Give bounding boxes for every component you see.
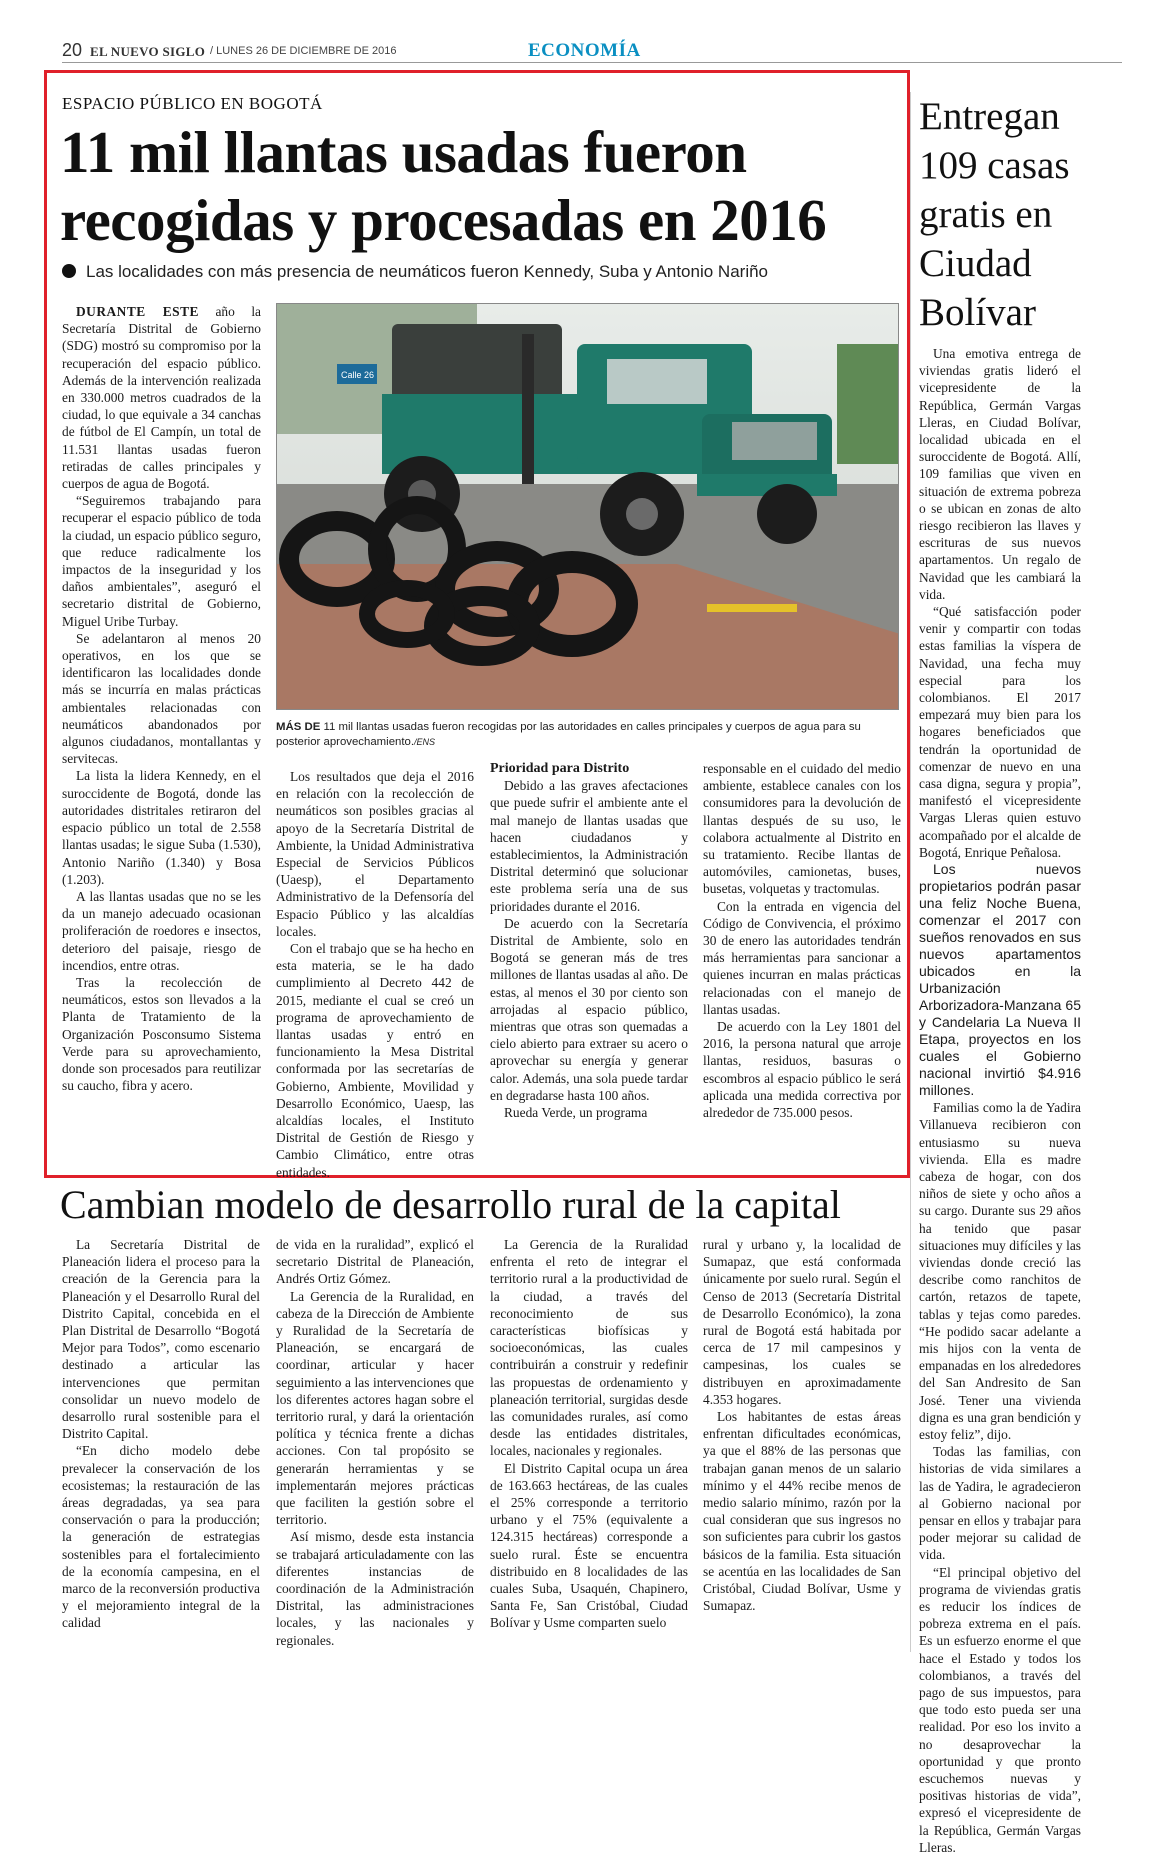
rural-column-3 [490, 1236, 688, 1632]
paragraph: de vida en la ruralidad”, explicó el secretario Distrital de Planeación, Andrés Ortiz Gómez. [276, 1237, 474, 1287]
paragraph: Los habitantes de estas áreas enfrentan dificultades económicas, ya que el 88% de las personas que trabajan ganan menos de un salario mínimo y el 44% recibe menos de medio salario mínimo, razón por la cual consideran que sus ingresos no son suficientes para cubrir los gastos básicos de la familia. Esta situación se acentúa en las localidades de San Cristóbal, Ciudad Bolívar, Usme y Sumapaz. [703, 1409, 901, 1614]
column-divider [910, 92, 911, 1652]
paragraph: responsable en el cuidado del medio ambiente, establece canales con los consumidores para la devolución de llantas después de su uso, le colabora actualmente al Distrito en su tratamiento. Recibe llantas de automóviles, camionetas, buses, busetas, volquetas y tractomulas. [703, 761, 901, 897]
paragraph: Tras la recolección de neumáticos, estos son llevados a la Planta de Tratamiento de la Organización Posconsumo Sistema Verde para su aprovechamiento, donde son procesados para reutilizar su caucho, fibra y acero. [62, 974, 261, 1094]
story-deck [62, 262, 892, 282]
main-column-2 [276, 768, 474, 1181]
rural-column-1 [62, 1236, 260, 1632]
paragraph: año la Secretaría Distrital de Gobierno (SDG) mostró su compromiso por la recuperación del espacio público. Además de la intervención realizada en 330.000 metros cuadrados de la ciudad, lo que equivale a 34 canchas de fútbol de El Campín, un total de 11.531 llantas usadas fueron retiradas de calles principales y cuerpos de agua de Bogotá. [62, 304, 261, 492]
paragraph: De acuerdo con la Ley 1801 del 2016, la persona natural que arroje llantas, residuos, basuras o escombros al espacio público le será aplicada una medida correctiva por alrededor de 735.000 pesos. [703, 1019, 901, 1121]
lead-caps: DURANTE ESTE [76, 304, 199, 319]
street-sign-text: Calle 26 [341, 370, 375, 380]
paragraph: La Gerencia de la Ruralidad enfrenta el reto de integrar el territorio rural a la productividad de la ciudad, a través del reconocimiento de sus características biofísicas y socioeconómicas, las cuales contribuirán a construir y redefinir las propuestas de ordenamiento y planeación territorial, surgidas desde las comunidades rurales, así como desde las entidades distritales, locales, nacionales y regionales. [490, 1237, 688, 1459]
paragraph: Rueda Verde, un programa [504, 1105, 648, 1121]
bullet-icon [62, 264, 76, 278]
page-number: 20 [62, 40, 83, 60]
paragraph: Con la entrada en vigencia del Código de Convivencia, el próximo 30 de enero las autoridades tendrán más herramientas para sancionar a quienes incurran en malas prácticas relacionadas con el manejo de llantas usadas. [703, 898, 901, 1017]
rural-column-4 [703, 1236, 901, 1614]
main-column-3 [490, 760, 688, 1121]
paragraph-sans: Los nuevos propietarios podrán pasar una feliz Noche Buena, comenzar el 2017 con sueños renovados en sus nuevos apartamentos ubicados en la Urbanización Arborizadora-Manzana 65 y Candelaria La Nueva II Etapa, proyectos en los cuales el Gobierno nacional invirtió $4.916 millones. [919, 861, 1081, 1099]
paragraph: “Seguiremos trabajando para recuperar el espacio público de toda la ciudad, un espacio público seguro, que reduce radicalmente los impactos de la inseguridad y los daños ambientales”, aseguró el secretario distrital de Gobierno, Miguel Uribe Turbay. [62, 493, 261, 629]
story-headline: 11 mil llantas usadas fueron recogidas y procesadas en 2016 [60, 119, 827, 253]
paragraph: Debido a las graves afectaciones que puede sufrir el ambiente ante el mal manejo de llantas usadas que hacen ciudadanos y establecimientos, la Administración Distrital determinó que solucionar este problema sería una de sus prioridades durante el 2016. [490, 778, 688, 914]
side-headline: Entregan 109 casas gratis en Ciudad Bolívar [919, 95, 1070, 334]
main-column-1 [62, 303, 261, 1094]
paragraph: “El principal objetivo del programa de viviendas gratis es reducir los índices de pobreza extrema en el país. Es un esfuerzo enorme el que hace el Estado y todos los colombianos, a través del pago de sus impuestos, para que todo esto pueda ser una realidad. Por eso los invito a no desaprovechar la oportunidad y que pronto escuchemos nuevas y positivas historias de vida”, expresó el vicepresidente de la República, Germán Vargas Lleras. [919, 1564, 1081, 1855]
paragraph: Los resultados que deja el 2016 en relación con la recolección de neumáticos son posibles gracias al apoyo de la Secretaría Distrital de Ambiente, la Unidad Administrativa Especial de Servicios Públicos (Uaesp), el Departamento Administrativo de la Defensoría del Espacio Público y las alcaldías locales. [276, 769, 474, 939]
photo-caption [276, 720, 900, 750]
side-story-body [919, 345, 1081, 1856]
caption-text: 11 mil llantas usadas fueron recogidas por las autoridades en calles principales y cuerpos de agua para su posterior aprovechamiento. [276, 721, 861, 748]
photo-credit: /ENS [414, 737, 436, 747]
paragraph: rural y urbano y, la localidad de Sumapaz, que está conformada únicamente por suelo rural. Según el Censo de 2013 (Secretaría Distrital de Desarrollo Económico), la zona rural de Bogotá está habitada por cerca de 17 mil campesinos y campesinas, los cuales se distribuyen en aproximadamente 4.353 hogares. [703, 1237, 901, 1407]
rural-headline: Cambian modelo de desarrollo rural de la capital [60, 1182, 841, 1227]
paragraph: Se adelantaron al menos 20 operativos, en los que se identificaron las localidades donde más se incurría en malas prácticas ambientales relacionadas con neumáticos abandonados por algunos ciudadanos, montallantas y servitecas. [62, 630, 261, 767]
paragraph: De acuerdo con la Secretaría Distrital de Ambiente, solo en Bogotá se generan más de tres millones de llantas usadas al año. De estas, al menos el 30 por ciento son arrojadas al espacio público, mientras que otras son quemadas a cielo abierto para extraer su acero o aprovechar su energía y generar calor. Además, una sola puede tardar en degradarse hasta 100 años. [490, 915, 688, 1103]
paragraph: “Qué satisfacción poder venir y compartir con todas estas familias la víspera de Navidad, una fecha muy especial para los colombianos. El 2017 empezará muy bien para los hogares beneficiados que tendrán la oportunidad de comenzar de nuevo en una casa digna, segura y propia”, manifestó el vicepresidente Vargas Lleras quien estuvo acompañado por el alcalde de Bogotá, Enrique Peñalosa. [919, 604, 1081, 860]
caption-lead: MÁS DE [276, 721, 321, 733]
subheading: Prioridad para Distrito [490, 761, 630, 776]
paragraph: La lista la lidera Kennedy, en el suroccidente de Bogotá, donde las autoridades distritales retiraron del espacio público un total de 2.558 llantas usadas; le sigue Suba (1.530), Antonio Nariño (1.340) y Bosa (1.203). [62, 768, 261, 887]
paragraph: Una emotiva entrega de viviendas gratis lideró el vicepresidente de la República, Germán Vargas Lleras, en Ciudad Bolívar, localidad ubicada en el suroccidente de Bogotá. Allí, 109 familias que viven en situación de extrema pobreza o se ubican en zonas de alto riesgo recibieron las llaves y escrituras de sus nuevos apartamentos. Un regalo de Navidad que les cambiará la vida. [919, 346, 1081, 602]
paragraph: La Secretaría Distrital de Planeación lidera el proceso para la creación de la Gerencia para la Planeación y el Desarrollo Rural del Distrito Capital, concebida en el Plan Distrital de Desarrollo “Bogotá Mejor para Todos”, como escenario destinado a articular las intervenciones que permitan consolidar un nuevo modelo de desarrollo rural sostenible para el Distrito Capital. [62, 1237, 260, 1442]
paragraph: Con el trabajo que se ha hecho en esta materia, se le ha dado cumplimiento al Decreto 442 de 2015, mediante el cual se creó un programa de aprovechamiento de llantas usadas y entró en funcionamiento la Mesa Distrital conformada por las secretarías de Gobierno, Ambiente, Movilidad y Desarrollo Económico, Uaesp, las alcaldías locales, el Instituto Distrital de Gestión de Riesgo y Cambio Climático, entre otras entidades. [276, 941, 474, 1180]
section-name: ECONOMÍA [528, 40, 641, 61]
paragraph: A las llantas usadas que no se les da un manejo adecuado ocasionan proliferación de roedores e insectos, deterioro del paisaje, riesgo de incendios, entre otras. [62, 888, 261, 973]
paragraph: Familias como la de Yadira Villanueva recibieron con entusiasmo su nueva vivienda. Ella es madre cabeza de hogar, con dos niños de siete y ocho años a su cargo. Durante sus 29 años ha tenido que pasar situaciones muy difíciles y las viviendas donde creció las describe como ranchitos de cartón, retazos de tapete, tablas y tejas como paredes. “He podido sacar adelante a mis hijos con la venta de empanadas en los alrededores del San Andresito de San José. Tener una vivienda digna es una gran bendición y estoy feliz”, dijo. [919, 1100, 1081, 1442]
rural-column-2 [276, 1236, 474, 1649]
paragraph: Todas las familias, con historias de vida similares a las de Yadira, le agradecieron al Gobierno nacional por pensar en ellos y trabajar para poder mejorar su calidad de vida. [919, 1444, 1081, 1563]
story-photo [276, 303, 899, 710]
truck-tires-image [277, 304, 899, 710]
publication-name: EL NUEVO SIGLO [90, 44, 206, 59]
paragraph: “En dicho modelo debe prevalecer la conservación de los ecosistemas; la restauración de las áreas degradadas, ya sea para conservación o para la producción; la generación de estrategias sostenibles para el fortalecimiento de la economía campesina, en el marco de la reconversión productiva y el mejoramiento integral de la calidad [62, 1443, 260, 1631]
paragraph: La Gerencia de la Ruralidad, en cabeza de la Dirección de Ambiente y Ruralidad de la Secretaría de Planeación, se encargará de coordinar, articular y hacer seguimiento a las intervenciones que los diferentes actores hagan sobre el territorio rural, y dará la orientación política y técnica frente a dichas acciones. Con tal propósito se generarán herramientas y se implementarán mejores prácticas que faciliten la gestión sobre el territorio. [276, 1288, 474, 1528]
story-kicker: ESPACIO PÚBLICO EN BOGOTÁ [62, 94, 323, 113]
main-column-4 [703, 760, 901, 1121]
page-header [62, 40, 1122, 63]
issue-date: / LUNES 26 DE DICIEMBRE DE 2016 [210, 45, 397, 57]
paragraph: Así mismo, desde esta instancia se trabajará articuladamente con las diferentes instancias de coordinación de la Administración Distrital, las administraciones locales, y las nacionales y regionales. [276, 1529, 474, 1648]
paragraph: El Distrito Capital ocupa un área de 163.663 hectáreas, de las cuales el 25% corresponde a territorio urbano y el 75% (equivalente a 124.315 hectáreas) corresponde a suelo rural. Éste se encuentra distribuido en 8 localidades de las cuales Suba, Usaquén, Chapinero, Santa Fe, San Cristóbal, Ciudad Bolívar y Usme comparten suelo [490, 1460, 688, 1631]
deck-text: Las localidades con más presencia de neumáticos fueron Kennedy, Suba y Antonio Nariño [86, 262, 769, 281]
